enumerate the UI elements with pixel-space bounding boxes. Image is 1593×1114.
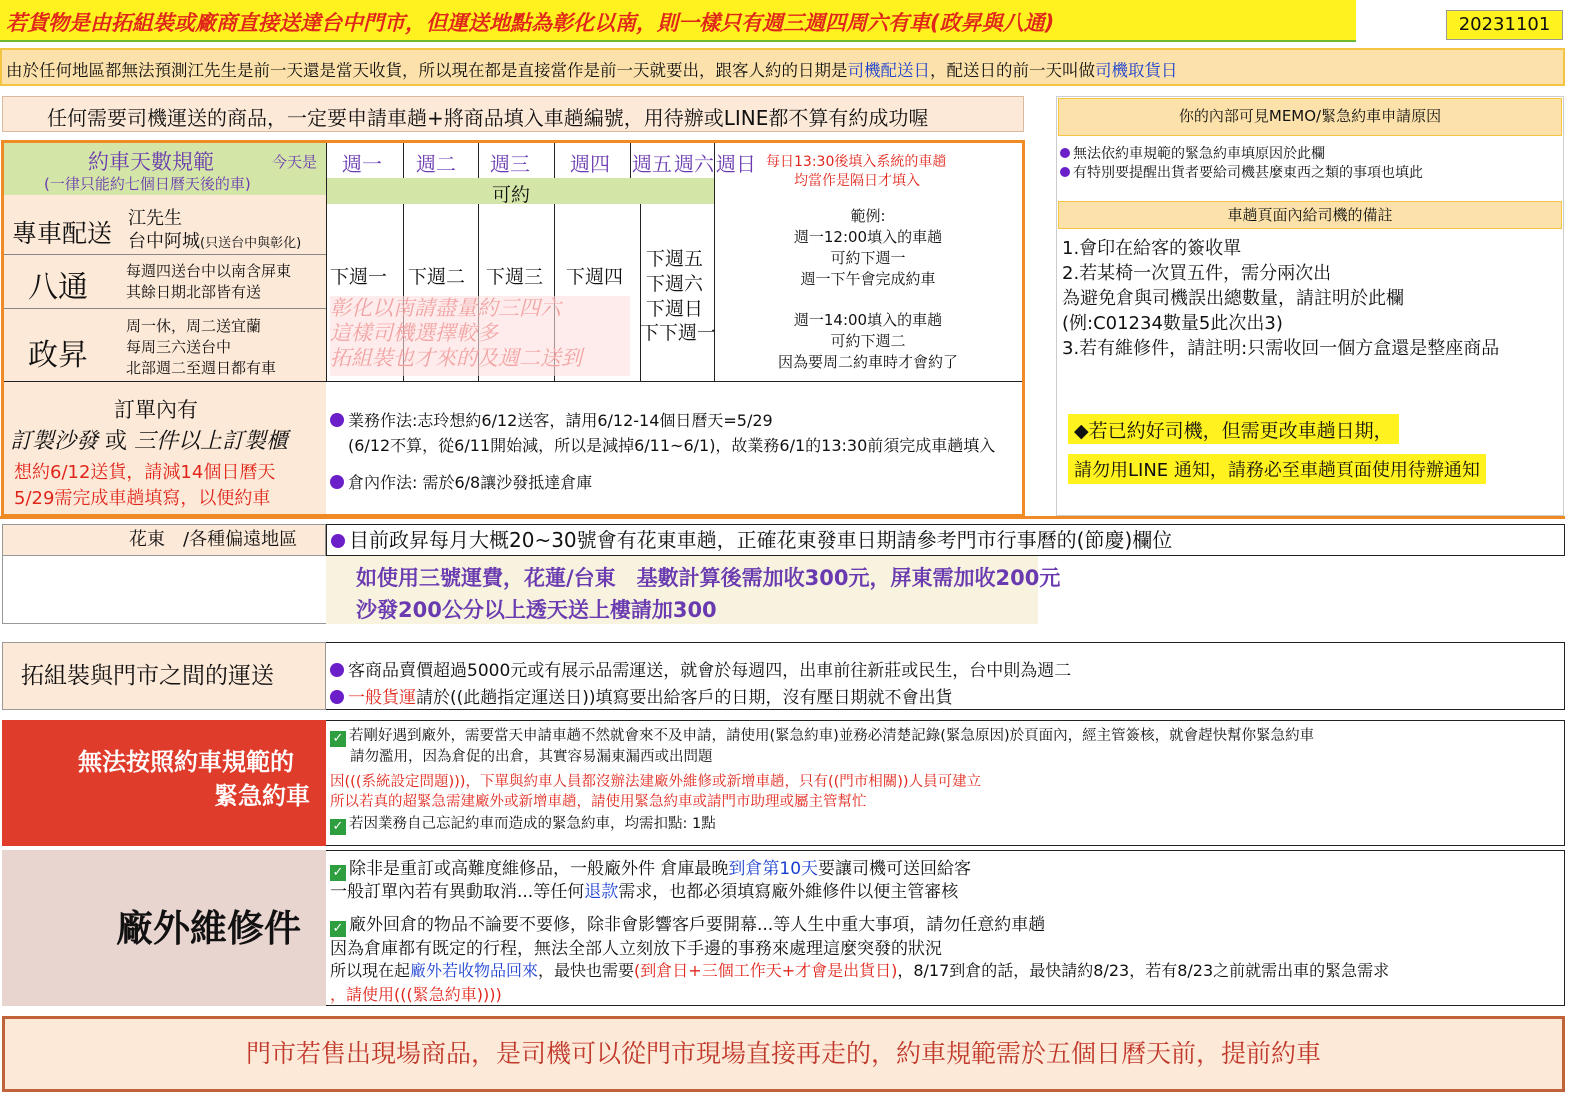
date-badge: 20231101 bbox=[1446, 10, 1563, 40]
next-tue: 下週二 bbox=[408, 266, 466, 288]
bullet-icon bbox=[330, 663, 344, 677]
driver-pickup-day: 司機取貨日 bbox=[1095, 61, 1178, 80]
checkbox-icon: ✓ bbox=[330, 819, 346, 835]
next-wed: 下週三 bbox=[486, 266, 544, 288]
day-fri: 週五 bbox=[632, 152, 672, 176]
company-batong: 八通 bbox=[28, 270, 88, 305]
south-advice-note: 彰化以南請盡量約三四六 這樣司機選擇較多 拓組裝也才來的及週二送到 bbox=[330, 296, 630, 376]
memo-title: 你的內部可見MEMO/緊急約車申請原因 bbox=[1058, 98, 1562, 136]
day-sat: 週六 bbox=[674, 152, 714, 176]
company-express: 專車配送 bbox=[12, 219, 113, 248]
change-date-warning: ◆若已約好司機，但需更改車趟日期， bbox=[1068, 414, 1399, 444]
emergency-label: 無法按照約車規範的 緊急約車 bbox=[2, 720, 326, 846]
footer-banner: 門市若售出現場商品，是司機可以從門市現場直接再走的，約車規範需於五個日曆天前，提前約車 bbox=[2, 1016, 1565, 1092]
repair-label: 廠外維修件 bbox=[2, 850, 326, 1006]
next-mon: 下週一 bbox=[330, 266, 388, 288]
checkbox-icon: ✓ bbox=[330, 865, 346, 881]
rule-banner: 任何需要司機運送的商品，一定要申請車趟+將商品填入車趟編號，用待辦或LINE都不算有約成功喔 bbox=[2, 96, 1024, 132]
bullet-icon bbox=[331, 534, 345, 548]
no-line-warning: 請勿用LINE 通知，請務必至車趟頁面使用待辦通知 bbox=[1068, 454, 1486, 484]
day-thu: 週四 bbox=[570, 152, 610, 176]
next-thu: 下週四 bbox=[566, 266, 624, 288]
bullet-icon bbox=[1060, 148, 1070, 158]
delivery-note: 由於任何地區都無法預測江先生是前一天還是當天收貨，所以現在都是直接當作是前一天就要出，跟客人約的日期是司機配送日，配送日的前一天叫做司機取貨日 bbox=[0, 48, 1565, 86]
example-block: 範例: 週一12:00填入的車趟 可約下週一 週一下午會完成約車 週一14:00填入的車趟 可約下週二 因為要周二約車時才會約了 bbox=[777, 207, 958, 371]
day-wed: 週三 bbox=[490, 152, 530, 176]
day-sun: 週日 bbox=[716, 152, 756, 176]
checkbox-icon: ✓ bbox=[330, 921, 346, 937]
day-mon: 週一 bbox=[342, 152, 382, 176]
order-title: 訂單內有 bbox=[114, 398, 198, 422]
bullet-icon bbox=[330, 475, 344, 489]
bookable-band: 可約 bbox=[326, 178, 714, 204]
checkbox-icon: ✓ bbox=[330, 731, 346, 747]
banner-text: 若貨物是由拓組裝或廠商直接送達台中門市，但運送地點為彰化以南，則一樣只有週三週四周六有車(政昇與八通) bbox=[6, 11, 1055, 35]
top-banner bbox=[0, 0, 1356, 42]
bullet-icon bbox=[330, 413, 344, 427]
bullet-icon bbox=[1060, 167, 1070, 177]
company-zhengsheng: 政昇 bbox=[28, 338, 88, 373]
day-tue: 週二 bbox=[416, 152, 456, 176]
driver-note-title: 車趟頁面內給司機的備註 bbox=[1058, 201, 1562, 229]
schedule-title-cell: 約車天數規範 今天是 (一律只能約七個日曆天後的車) bbox=[4, 143, 326, 195]
driver-delivery-day: 司機配送日 bbox=[847, 61, 930, 80]
driver-note-lines: 1.會印在給客的簽收單 2.若某椅一次買五件，需分兩次出 為避免倉與司機誤出總數量，請註明於此欄 (例:C01234數量5此次出3) 3.若有維修件，請註明:只需收回一個方盒還是整座商品 bbox=[1062, 238, 1500, 359]
bullet-icon bbox=[330, 690, 344, 704]
